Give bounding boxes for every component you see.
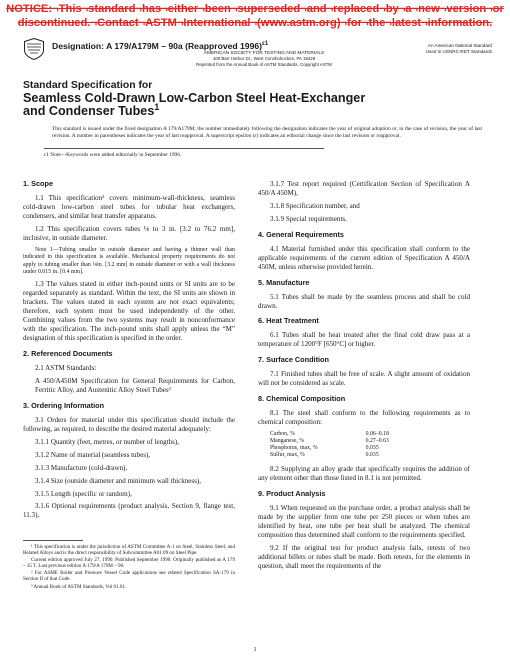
section-title: 3. Ordering Information (23, 400, 105, 410)
element-value: 0.06–0.18 (365, 431, 389, 438)
reference-item: A 450/A450M Specification for General Requirements for Carbon, Ferritic Alloy, and Austenitic Alloy Steel Tubes³ (35, 376, 235, 394)
section-title: 8. Chemical Composition (258, 394, 346, 404)
paragraph: 7.1 Finished tubes shall be free of scale. A slight amount of oxidation will not be considered as scale. (258, 370, 470, 388)
footnote-divider (23, 540, 83, 541)
designation-text: Designation: A 179/A179M – 90a (Reapproved 1996) (52, 41, 262, 51)
table-row (270, 445, 389, 452)
list-item: 3.1.6 Optional requirements (product analysis, Section 9, flange test, 11.3), (23, 502, 235, 520)
divider (44, 148, 324, 149)
paragraph: 5.1 Tubes shall be made by the seamless process and shall be cold drawn. (258, 292, 470, 310)
paragraph: 1.3 The values stated in either inch-pound units or SI units are to be regarded separately as standard. Within the text, the SI units are shown in brackets. The values stated in each system are not exact equivalents; therefore, each system must be used independently of the other. Combining values from the two systems may result in nonconformance with the specification. The inch-pound units shall apply unless the “M” designation of this specification is specified in the order. (23, 280, 235, 343)
publisher-reprint: Reprinted from the Annual Book of ASTM Standards. Copyright ASTM (196, 61, 332, 67)
list-item: 3.1.1 Quantity (feet, metres, or number of lengths), (35, 437, 180, 446)
list-item: 3.1.9 Special requirements. (270, 214, 347, 223)
astm-logo-icon (24, 38, 44, 60)
intro-paragraph: This standard is issued under the fixed designation A 179/A179M; the number immediately following the designation indicates the year of original adoption or, in the case of revision, the year of last revision. A number in parentheses indicates the year of last reapproval. A superscript epsilon (ε) indicates an editorial change since the last revision or reapproval. (52, 126, 482, 139)
editorial-note: ε1 Note—Keywords were added editorially in September 1996. (44, 152, 182, 158)
national-standard-note (380, 43, 492, 54)
table-row (270, 452, 389, 459)
right-column (258, 180, 470, 575)
section-title: 1. Scope (23, 179, 54, 188)
note: Note 1—Tubing smaller in outside diameter and having a thinner wall than indicated in this specification is available. Mechanical property requirements do not apply to tubing smaller than ⅛in. [3.2 mm] in outside diameter or with a wall thickness under 0.015 in. [0.4 mm]. (23, 246, 235, 275)
list-item: 3.1.4 Size (outside diameter and minimum wall thickness), (35, 476, 201, 485)
notice-line-1: NOTICE:¬This¬standard¬has¬either¬been¬superseded¬and¬replaced¬by¬a¬new¬version¬or (6, 3, 504, 15)
national-line-2: Used in USNRC-RDT Standards (425, 48, 492, 54)
footnote: ² For ASME Boiler and Pressure Vessel Code applications see related Specification SA-179 in Section II of that Code. (23, 570, 235, 583)
notice-line-2: discontinued.¬Contact¬ASTM¬International¬(www.astm.org)¬for¬the¬latest¬information. (17, 17, 493, 29)
section-title: 7. Surface Condition (258, 355, 329, 365)
section-title: 2. Referenced Documents (23, 349, 113, 359)
list-item: 3.1.3 Manufacture (cold-drawn), (35, 463, 128, 472)
publisher-address: 100 Barr Harbor Dr., West Conshohocken, PA 19428 (212, 56, 316, 62)
section-title: 9. Product Analysis (258, 488, 326, 498)
footnote: ¹ This specification is under the jurisdiction of ASTM Committee A-1 on Steel, Stainless Steel, and Related Alloys and is the direct responsibility of Subcommittee A01.09 on Steel Pipe. (23, 544, 235, 557)
left-column (23, 180, 235, 524)
paragraph: 8.1 The steel shall conform to the following requirements as to chemical composition: (258, 409, 470, 427)
list-item: 3.1.2 Name of material (seamless tubes), (35, 450, 151, 459)
paragraph: 1.1 This specification² covers minimum-wall-thickness, seamless cold-drawn low-carbon steel tubes for tubular heat exchangers, condensers, and similar heat transfer apparatus. (23, 193, 235, 220)
paragraph: 8.2 Supplying an alloy grade that specifically requires the addition of any element other than those listed in 8.1 is not permitted. (258, 465, 470, 483)
publisher-block (164, 51, 364, 67)
designation (52, 41, 268, 51)
national-line-1: An American National Standard (427, 43, 492, 48)
title-line-2: Seamless Cold-Drawn Low-Carbon Steel Heat-Exchanger (23, 91, 366, 106)
table-row (270, 438, 389, 445)
list-item: 3.1.8 Specification number, and (270, 201, 360, 210)
footnote: Current edition approved July 27, 1990. Published September 1990. Originally published as A 179 – 35 T. Last previous edition A 179/A 179M – 90. (23, 557, 235, 570)
list-item: 3.1.5 Length (specific or random), (35, 489, 132, 498)
title-line-1: Standard Specification for (23, 80, 153, 91)
notice-banner (0, 2, 510, 30)
paragraph: 9.2 If the original test for product analysis fails, retests of two additional billets or tubes shall be made. Both retests, for the elements in question, shall meet the requirements of the (258, 543, 470, 570)
paragraph: 4.1 Material furnished under this specification shall conform to the applicable requirements of the current edition of Specification A 450/A 450M, unless otherwise provided herein. (258, 244, 470, 271)
element-value: 0.035 (365, 452, 379, 459)
footnotes (23, 544, 235, 591)
paragraph: 2.1 ASTM Standards: (35, 363, 97, 372)
element-name: Carbon, % (270, 431, 295, 438)
page-number: 1 (253, 646, 257, 653)
title-superscript: 1 (154, 102, 160, 113)
element-value: 0.27–0.63 (365, 438, 389, 445)
title-line-3: and Condenser Tubes (23, 104, 155, 119)
element-name: Phosphorus, max, % (270, 445, 318, 452)
paragraph: 3.1 Orders for material under this specification should include the following, as required, to describe the desired material adequately: (23, 415, 235, 433)
list-item: 3.1.7 Test report required (Certification Section of Specification A 450/A 450M), (258, 180, 470, 197)
document-title (23, 79, 365, 119)
paragraph: 1.2 This specification covers tubes ⅛ to 3 in. [3.2 to 76.2 mm], inclusive, in outside diameter. (23, 224, 235, 242)
designation-superscript: ε1 (262, 41, 269, 48)
element-name: Sulfur, max, % (270, 452, 305, 459)
paragraph: 6.1 Tubes shall be heat treated after the final cold draw pass at a temperature of 1200°F [650°C] or higher. (258, 331, 470, 349)
footnote: ³ Annual Book of ASTM Standards, Vol 01.01. (31, 583, 127, 590)
section-title: 4. General Requirements (258, 229, 344, 239)
table-row (270, 431, 389, 438)
publisher-name: AMERICAN SOCIETY FOR TESTING AND MATERIALS (203, 51, 325, 56)
composition-table (270, 431, 389, 459)
element-value: 0.035 (365, 445, 379, 452)
element-name: Manganese, % (270, 438, 305, 445)
section-title: 6. Heat Treatment (258, 316, 319, 326)
paragraph: 9.1 When requested on the purchase order, a product analysis shall be made by the supplier from one tube per 250 pieces or when tubes are identified by heat, one tube per heat shall be analyzed. The chemical composition thus determined shall conform to the requirements specified. (258, 503, 470, 539)
section-title: 5. Manufacture (258, 277, 310, 287)
